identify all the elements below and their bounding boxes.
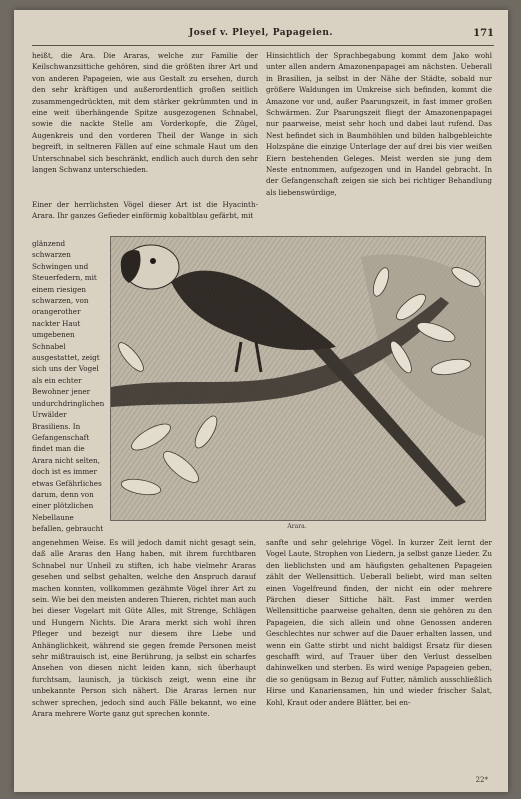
paragraph-hyacinth-intro: Einer der herrlichsten Vögel dieser Art ist die Hyacinth-Arara. Ihr ganzes Gefieder einförmig kobaltblau gefärbt, mit bbox=[32, 200, 258, 221]
figure-caption: Arara. bbox=[287, 523, 307, 530]
macaw-illustration bbox=[111, 237, 485, 520]
page-number: 171 bbox=[473, 28, 494, 39]
macaw-engraving bbox=[110, 236, 486, 521]
paragraph-ara-family: heißt, die Ara. Die Araras, welche zur Familie der Keilschwanzsittiche gehören, sind die größten ihrer Art und von anderen Papageien, wie aus Gestalt zu ersehen, durch den sehr kräftigen und außerordentlich großen seitlich zusammengedrückten, mit dem stärker gekrümmten und in eine weit überhängende Spitze ausgezogenen Schnabel, sowie die nackte Stelle am Vorderkopfe, die Zügel, Augenkreis und den vorderen Theil der Wange in sich begreift, in seltneren Fällen auf eine schmale Haut um den Unterschnabel sich beschränkt, endlich auch durch den sehr langen Schwanz unterschieden. bbox=[32, 51, 258, 175]
paragraph-ara-behaviour: angenehmen Weise. Es will jedoch damit nicht gesagt sein, daß alle Araras den Hang haben, mit ihrem furchtbaren Schnabel nur Unheil zu stiften, ich habe vielmehr Araras gesehen und selbst gehalten, welche den Anspruch darauf machen konnten, vollkommen gezähmte Vögel ihrer Art zu sein. Wie bei den meisten anderen Thieren, richtet man auch bei dieser Vogelart mit Güte Alles, mit Strenge, Schlägen und Hungern Nichts. Die Arara merkt sich wohl ihren Pfleger und bezeigt nur diesem ihre Liebe und Anhänglichkeit, während sie gegen fremde Personen meist sehr mißtrauisch ist, eine Berührung, ja selbst ein scharfes Ansehen von diesen nicht leiden kann, sich überhaupt furchtsam, launisch, ja tückisch zeigt, wenn eine ihr unbekannte Person sich nähert. Die Araras lernen nur schwer sprechen, jedoch sind auch Fälle bekannt, wo eine Arara mehrere Worte ganz gut sprechen konnte. bbox=[32, 538, 256, 719]
paragraph-budgerigar: sanfte und sehr gelehrige Vögel. In kurzer Zeit lernt der Vogel Laute, Strophen von Liedern, ja selbst ganze Lieder. Zu den lieblichsten und am häufigsten gehaltenen Papageien zählt der Wellensittich. Ueberall beliebt, wird man selten einen Vogelfreund finden, der nicht ein oder mehrere Pärchen dieser Sittiche hält. Fast immer werden Wellensittiche paarweise gehalten, denn sie gehören zu den Papageien, die sich allein und ohne Genossen anderen Geschlechtes nur schwer auf die Dauer erhalten lassen, und wenn ein Gatte stirbt und nicht baldigst Ersatz für diesen geschafft wird, auf Trauer über den Verlust desselben dahinwelken und sterben. Es wird wenige Papageien geben, die so genügsam in Bezug auf Futter, nämlich ausschließlich Hirse und Kanariensamen, hin und wieder frischer Salat, Kohl, Kraut oder andere Blätter, bei en- bbox=[266, 538, 492, 707]
left-column-bottom bbox=[32, 537, 256, 789]
paragraph-amazon-parrot: Hinsichtlich der Sprachbegabung kommt dem Jako wohl unter allen andern Amazonenpapagei am nächsten. Ueberall in Brasilien, ja selbst in der Nähe der Städte, sobald nur größere Waldungen im Umkreise sich befinden, kommt die Amazone vor und, außer Paarungszeit, in fast immer großen Schwärmen. Zur Paarungszeit fliegt der Amazonenpapagei nur paarweise, meist sehr hoch und dabei laut rufend. Das Nest befindet sich in Baumhöhlen und bilden halbgebleichte Holzspäne die einzige Unterlage der auf drei bis vier weißen Eiern bestehenden Geleges. Meist werden sie jung dem Neste entnommen, aufgezogen und in Handel gebracht. In der Gefangenschaft zeigen sie sich bei richtiger Behandlung als liebenswürdige, bbox=[266, 51, 492, 197]
paragraph-hyacinth-description: glänzend schwarzen Schwingen und Steuerfedern, mit einem riesigen schwarzen, von orangerother nackter Haut umgebenen Schnabel ausgestattet, zeigt sich uns der Vogel als ein echter Bewohner jener undurchdringlichen Urwälder Brasiliens. In Gefangenschaft findet man die Arara nicht selten, doch ist es immer etwas Gefährliches darum, denn von einer plötzlichen Nebellaune befallen, gebraucht bbox=[32, 239, 104, 534]
running-title: Josef v. Pleyel, Papageien. bbox=[188, 28, 334, 38]
right-column-bottom bbox=[266, 537, 492, 777]
header-rule bbox=[32, 45, 494, 46]
signature-mark: 22* bbox=[475, 776, 488, 784]
left-column-narrow bbox=[32, 238, 104, 534]
right-column-top bbox=[266, 50, 492, 234]
left-column-top bbox=[32, 50, 258, 198]
left-column-intro bbox=[32, 199, 258, 234]
page bbox=[14, 10, 508, 792]
running-header bbox=[14, 28, 508, 44]
